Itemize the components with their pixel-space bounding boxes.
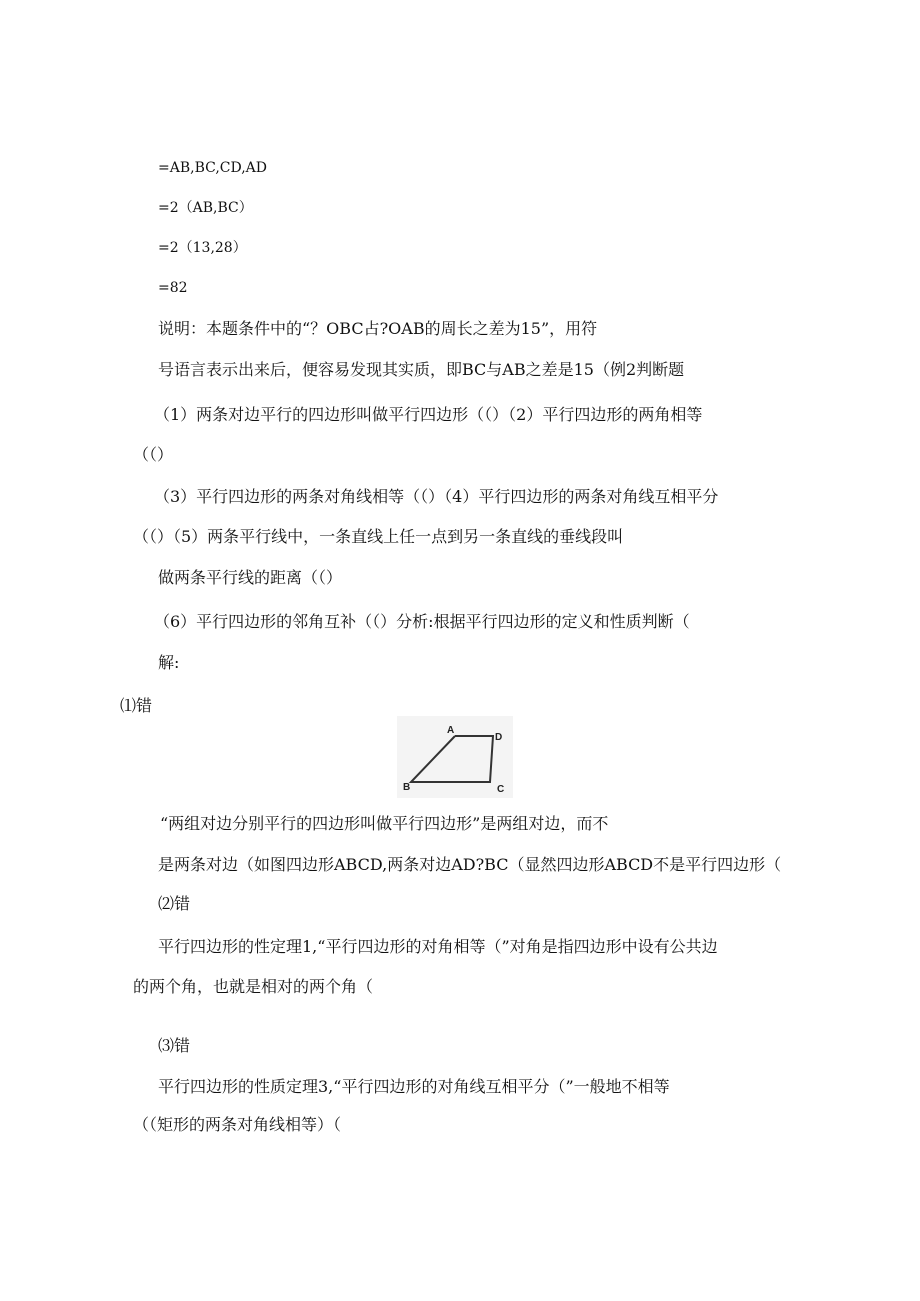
question-6: （6）平行四边形的邻角互补（（）分析:根据平行四边形的定义和性质判断（ [154, 612, 690, 631]
answer-3-line-1: 平行四边形的性质定理3,“平行四边形的对角线互相平分（”一般地不相等 [158, 1077, 670, 1096]
vertex-label-c: C [497, 784, 505, 795]
solution-label: 解: [158, 653, 180, 672]
note-line-2: 号语言表示出来后，便容易发现其实质，即BC与AB之差是15（例2判断题 [158, 360, 685, 379]
answer-2-line-2: 的两个角，也就是相对的两个角（ [133, 977, 374, 996]
vertex-label-a: A [447, 725, 455, 736]
question-1: （1）两条对边平行的四边形叫做平行四边形（（）（2）平行四边形的两角相等 [154, 405, 703, 424]
answer-1-line-1: “两组对边分别平行的四边形叫做平行四边形”是两组对边，而不 [160, 814, 609, 833]
note-line-1: 说明：本题条件中的“？OBC占?OAB的周长之差为15”，用符 [158, 319, 598, 338]
calc-line-1: =AB,BC,CD,AD [158, 160, 268, 176]
question-3: （3）平行四边形的两条对角线相等（（）（4）平行四边形的两条对角线互相平分 [154, 487, 719, 506]
answer-1-label: ⑴错 [120, 696, 153, 715]
answer-2-label: ⑵错 [158, 894, 191, 913]
figure-background [397, 716, 513, 798]
calc-line-4: =82 [158, 280, 188, 296]
answer-3-line-2: （（矩形的两条对角线相等）（ [133, 1115, 342, 1134]
vertex-label-b: B [403, 782, 411, 793]
vertex-label-d: D [495, 732, 503, 743]
calc-line-3: =2（13,28） [158, 240, 247, 256]
question-1-tail: （（） [133, 445, 174, 464]
answer-3-label: ⑶错 [158, 1036, 191, 1055]
question-5: （（）（5）两条平行线中，一条直线上任一点到另一条直线的垂线段叫 [133, 527, 624, 546]
answer-1-line-2: 是两条对边（如图四边形ABCD,两条对边AD?BC（显然四边形ABCD不是平行四边形（ [158, 855, 782, 874]
answer-2-line-1: 平行四边形的性定理1,“平行四边形的对角相等（”对角是指四边形中设有公共边 [158, 937, 718, 956]
quadrilateral-diagram [397, 716, 513, 798]
calc-line-2: =2（AB,BC） [158, 200, 253, 216]
question-5-tail: 做两条平行线的距离（（） [158, 568, 343, 587]
quadrilateral-abcd-figure [397, 716, 513, 798]
